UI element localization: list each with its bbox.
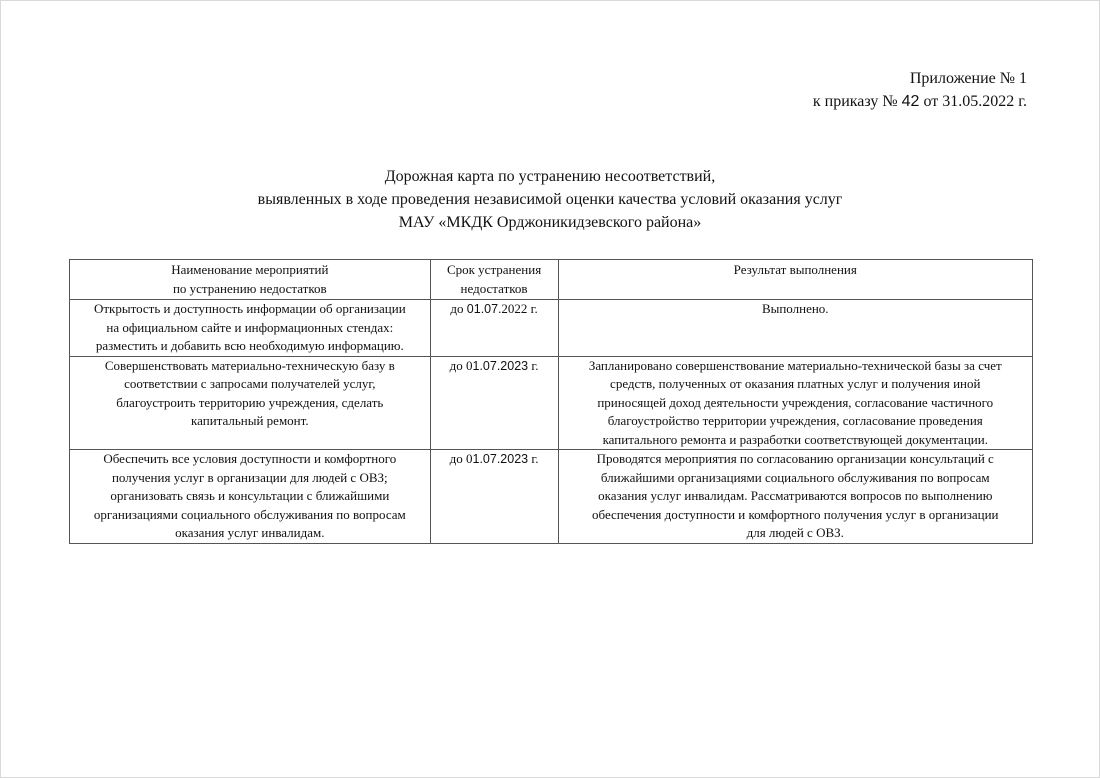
deadline-cell [430, 356, 558, 450]
measure-line: соответствии с запросами получателей услуг, [124, 376, 376, 391]
table-row [70, 300, 1033, 357]
measure-cell [70, 300, 431, 357]
measure-line: Совершенствовать материально-техническую базу в [104, 357, 395, 373]
deadline-prefix: до 0 [449, 357, 473, 373]
measure-line: Обеспечить все условия доступности и комфортного [103, 451, 397, 466]
order-reference [813, 90, 1027, 113]
appendix-header [813, 67, 1027, 113]
result-line: средств, полученных от оказания платных услуг и получения иной [610, 376, 981, 391]
header-measures-line-2: по устранению недостатков [172, 280, 327, 296]
order-prefix: к приказу № [812, 93, 898, 110]
measure-line: оказания услуг инвалидам. [175, 525, 325, 540]
table-row [70, 356, 1033, 450]
result-line: для людей с ОВЗ. [746, 525, 844, 540]
result-line: приносящей доход деятельности учреждения, согласование частичного [597, 394, 994, 410]
title-line-2: выявленных в ходе проведения независимой оценки качества условий оказания услуг [257, 191, 843, 208]
result-cell [558, 356, 1032, 450]
header-measures [70, 260, 431, 300]
header-deadline-line-1: Срок устранения [446, 262, 542, 277]
deadline-suffix: .2022 г. [498, 301, 538, 316]
table-row [70, 450, 1033, 544]
appendix-label: Приложение № 1 [909, 70, 1027, 87]
result-cell [558, 450, 1032, 544]
order-date: от 31.05.2022 г. [923, 93, 1027, 110]
result-line: оказания услуг инвалидам. Рассматриваются вопросов по выполнению [598, 488, 993, 503]
title-line-1: Дорожная карта по устранению несоответствий, [384, 168, 716, 185]
table-header-row [70, 260, 1033, 300]
title-line-3: МАУ «МКДК Орджоникидзевского района» [398, 214, 702, 231]
measure-line: разместить и добавить всю необходимую информацию. [95, 338, 404, 353]
result-line: капитального ремонта и разработки соответствующей документации. [602, 431, 988, 447]
deadline-prefix: до 0 [449, 451, 473, 466]
measure-line: благоустроить территорию учреждения, сделать [116, 394, 384, 410]
deadline-date: 1.07.2023 [472, 452, 529, 466]
result-cell [558, 300, 1032, 357]
deadline-cell [430, 450, 558, 544]
measure-line: организовать связь и консультации с ближайшими [110, 488, 390, 503]
measure-line: на официальном сайте и информационных стендах: [106, 319, 394, 335]
result-line: Проводятся мероприятия по согласованию организации консультаций с [596, 451, 994, 466]
measure-line: капитальный ремонт. [191, 413, 309, 428]
header-measures-line-1: Наименование мероприятий [171, 262, 329, 277]
header-result: Результат выполнения [558, 260, 1032, 300]
deadline-date: 01.07 [466, 302, 499, 316]
order-number: 42 [901, 93, 920, 110]
measure-line: получения услуг в организации для людей с ОВЗ; [111, 469, 388, 485]
deadline-date: 1.07.2023 [472, 358, 529, 373]
deadline-suffix: г. [528, 451, 539, 466]
result-line: ближайшими организациями социального обслуживания по вопросам [600, 469, 990, 485]
deadline-cell [430, 300, 558, 357]
measure-line: организациями социального обслуживания по вопросам [93, 506, 406, 522]
measure-line: Открытость и доступность информации об организации [93, 301, 406, 316]
measure-cell [70, 450, 431, 544]
deadline-prefix: до [450, 301, 464, 316]
header-deadline-line-2: недостатков [460, 280, 528, 296]
result-line: благоустройство территории учреждения, согласование проведения [607, 413, 983, 428]
measure-cell [70, 356, 431, 450]
deadline-suffix: г. [528, 357, 539, 373]
document-title [1, 165, 1099, 234]
header-deadline [430, 260, 558, 300]
result-line: обеспечения доступности и комфортного получения услуг в организации [592, 506, 999, 522]
result-line: Выполнено. [761, 301, 829, 316]
roadmap-table [69, 259, 1033, 544]
result-line: Запланировано совершенствование материально-технической базы за счет [588, 357, 1002, 373]
